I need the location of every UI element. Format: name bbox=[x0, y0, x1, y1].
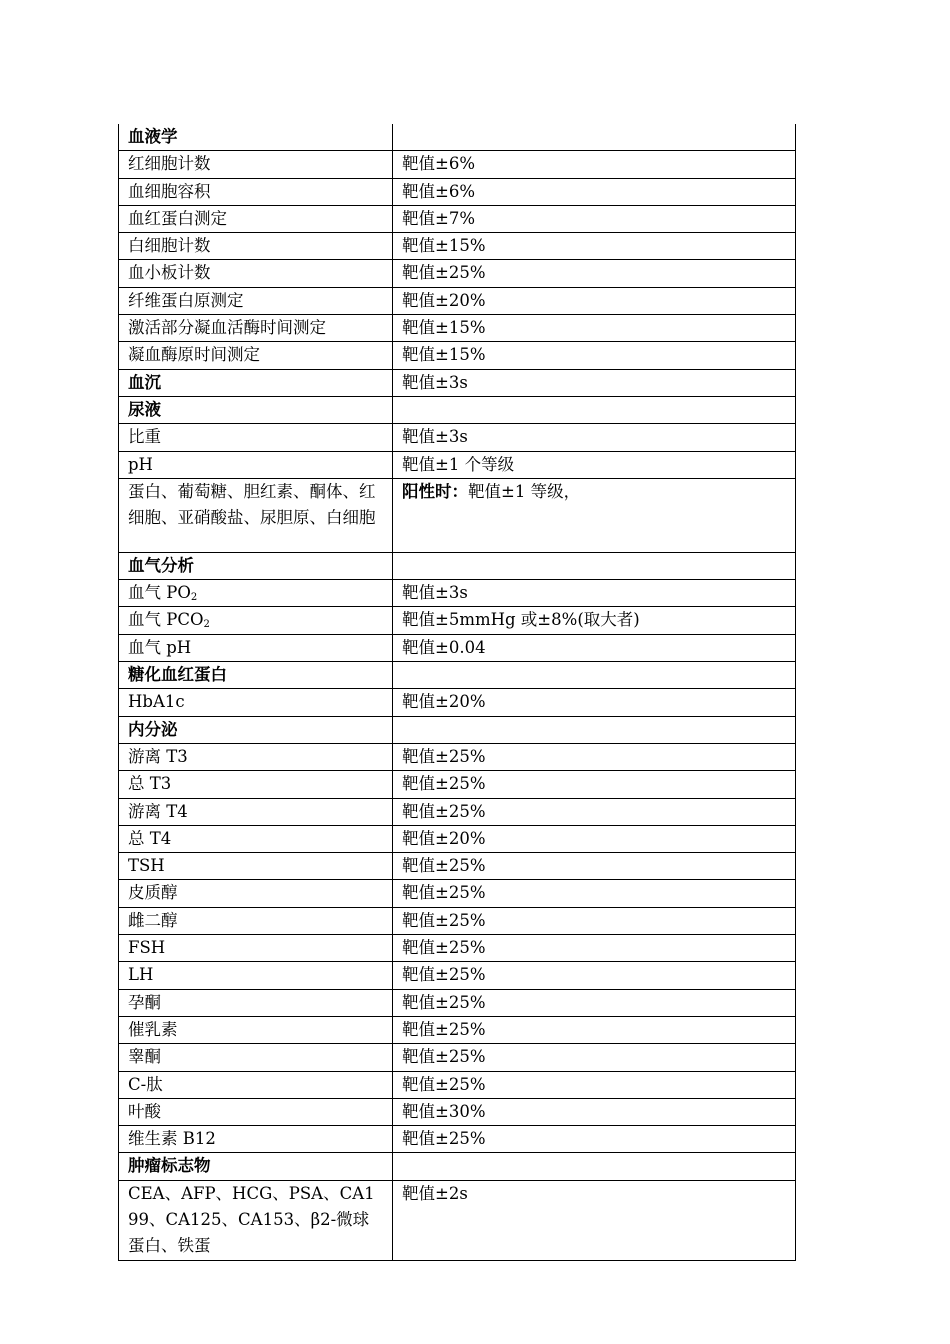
tolerance-cell bbox=[393, 151, 796, 178]
table-row bbox=[119, 825, 796, 852]
item-text: 催乳素 bbox=[128, 1019, 178, 1039]
section-row bbox=[119, 552, 796, 579]
item-text: 血液学 bbox=[128, 127, 178, 146]
section-title bbox=[119, 396, 393, 423]
section-title bbox=[119, 662, 393, 689]
item-cell bbox=[119, 907, 393, 934]
item-cell bbox=[119, 853, 393, 880]
tolerance-text: 靶值±20% bbox=[402, 692, 486, 712]
table-row bbox=[119, 607, 796, 634]
tolerance-cell bbox=[393, 1153, 796, 1180]
table-row bbox=[119, 287, 796, 314]
tolerance-text: 靶值±0.04 bbox=[402, 637, 486, 657]
tolerance-text: 靶值±15% bbox=[402, 236, 486, 256]
item-text: pH bbox=[128, 454, 153, 474]
item-text: 激活部分凝血活酶时间测定 bbox=[128, 318, 326, 338]
item-cell bbox=[119, 962, 393, 989]
item-cell bbox=[119, 1016, 393, 1043]
item-cell bbox=[119, 1180, 393, 1260]
table-row bbox=[119, 634, 796, 661]
table-row bbox=[119, 342, 796, 369]
tolerance-text: 靶值±25% bbox=[402, 1129, 486, 1149]
tolerance-cell bbox=[393, 1180, 796, 1260]
table-row bbox=[119, 478, 796, 552]
tolerance-cell bbox=[393, 771, 796, 798]
item-text: 凝血酶原时间测定 bbox=[128, 345, 260, 365]
tolerance-cell bbox=[393, 1126, 796, 1153]
table-row bbox=[119, 451, 796, 478]
tolerance-text: 靶值±25% bbox=[402, 263, 486, 283]
tolerance-cell bbox=[393, 424, 796, 451]
table-row bbox=[119, 853, 796, 880]
table-row bbox=[119, 1044, 796, 1071]
item-cell bbox=[119, 880, 393, 907]
item-subscript: 2 bbox=[203, 619, 210, 631]
item-text: 肿瘤标志物 bbox=[128, 1156, 211, 1176]
item-cell bbox=[119, 1044, 393, 1071]
tolerance-cell bbox=[393, 935, 796, 962]
tolerance-cell bbox=[393, 178, 796, 205]
tolerance-text: 靶值±30% bbox=[402, 1101, 486, 1121]
item-text: LH bbox=[128, 965, 154, 985]
tolerance-cell bbox=[393, 287, 796, 314]
tolerance-cell bbox=[393, 580, 796, 607]
tolerance-text: 靶值±15% bbox=[402, 318, 486, 338]
section-row bbox=[119, 662, 796, 689]
table-row bbox=[119, 1180, 796, 1260]
item-text: 血沉 bbox=[128, 372, 161, 392]
table-row bbox=[119, 424, 796, 451]
tolerance-cell bbox=[393, 451, 796, 478]
tolerance-text: 靶值±25% bbox=[402, 965, 486, 985]
item-cell bbox=[119, 451, 393, 478]
tolerance-text: 靶值±25% bbox=[402, 883, 486, 903]
item-cell bbox=[119, 798, 393, 825]
item-text: TSH bbox=[128, 856, 165, 876]
tolerance-cell bbox=[393, 716, 796, 743]
item-text: 游离 T4 bbox=[128, 801, 188, 821]
section-title bbox=[119, 552, 393, 579]
item-cell bbox=[119, 424, 393, 451]
tolerance-text: 靶值±6% bbox=[402, 181, 476, 201]
item-text: 维生素 B12 bbox=[128, 1129, 216, 1149]
item-cell bbox=[119, 771, 393, 798]
item-text: 雌二醇 bbox=[128, 910, 178, 930]
item-text: FSH bbox=[128, 938, 166, 958]
table-row bbox=[119, 989, 796, 1016]
section-title bbox=[119, 124, 393, 151]
tolerance-cell bbox=[393, 798, 796, 825]
tolerance-cell bbox=[393, 1071, 796, 1098]
item-text: HbA1c bbox=[128, 692, 185, 712]
tolerance-table bbox=[118, 124, 796, 1261]
section-title bbox=[119, 369, 393, 396]
item-text: 血小板计数 bbox=[128, 263, 211, 283]
item-text: 叶酸 bbox=[128, 1101, 161, 1121]
section-row bbox=[119, 1153, 796, 1180]
item-text: 比重 bbox=[128, 427, 161, 447]
tolerance-text: 靶值±25% bbox=[402, 774, 486, 794]
tolerance-cell bbox=[393, 853, 796, 880]
tolerance-cell bbox=[393, 342, 796, 369]
item-text: 血气 PO bbox=[128, 583, 191, 603]
tolerance-text: 靶值±25% bbox=[402, 856, 486, 876]
table-row bbox=[119, 1016, 796, 1043]
item-text: 血细胞容积 bbox=[128, 181, 211, 201]
tolerance-text: 靶值±25% bbox=[402, 938, 486, 958]
item-text: 总 T3 bbox=[128, 774, 172, 794]
tolerance-cell bbox=[393, 962, 796, 989]
tolerance-cell bbox=[393, 880, 796, 907]
item-cell bbox=[119, 825, 393, 852]
tolerance-cell bbox=[393, 396, 796, 423]
tolerance-text: 靶值±3s bbox=[402, 372, 468, 392]
item-text: 孕酮 bbox=[128, 992, 161, 1012]
tolerance-cell bbox=[393, 607, 796, 634]
table-row bbox=[119, 880, 796, 907]
item-text: CEA、AFP、HCG、PSA、CA199、CA125、CA153、β2-微球蛋白、铁蛋 bbox=[128, 1183, 375, 1256]
table-row bbox=[119, 935, 796, 962]
item-text: 血红蛋白测定 bbox=[128, 208, 227, 228]
item-subscript: 2 bbox=[190, 592, 198, 604]
tolerance-text: 靶值±25% bbox=[402, 746, 486, 766]
item-text: 血气 pH bbox=[128, 637, 192, 657]
tolerance-cell bbox=[393, 1098, 796, 1125]
tolerance-text: 靶值±25% bbox=[402, 992, 486, 1012]
table-row bbox=[119, 260, 796, 287]
item-cell bbox=[119, 743, 393, 770]
item-text: 血气分析 bbox=[128, 555, 194, 575]
section-row bbox=[119, 369, 796, 396]
item-cell bbox=[119, 1126, 393, 1153]
section-row bbox=[119, 396, 796, 423]
tolerance-cell bbox=[393, 634, 796, 661]
tolerance-text: 靶值±2s bbox=[402, 1183, 468, 1203]
item-cell bbox=[119, 178, 393, 205]
table-body bbox=[119, 124, 796, 1260]
tolerance-cell bbox=[393, 1044, 796, 1071]
item-cell bbox=[119, 607, 393, 634]
table-row bbox=[119, 771, 796, 798]
tolerance-text: 靶值±25% bbox=[402, 1074, 486, 1094]
tolerance-text: 靶值±20% bbox=[402, 290, 486, 310]
tolerance-text: 靶值±3s bbox=[402, 427, 468, 447]
item-text: 糖化血红蛋白 bbox=[128, 665, 227, 685]
item-cell bbox=[119, 315, 393, 342]
table-row bbox=[119, 1126, 796, 1153]
table-row bbox=[119, 1098, 796, 1125]
table-row bbox=[119, 1071, 796, 1098]
item-cell bbox=[119, 1071, 393, 1098]
item-cell bbox=[119, 935, 393, 962]
tolerance-text: 靶值±3s bbox=[402, 583, 468, 603]
item-text: 红细胞计数 bbox=[128, 154, 211, 174]
item-text: 游离 T3 bbox=[128, 746, 188, 766]
tolerance-cell bbox=[393, 825, 796, 852]
section-row bbox=[119, 716, 796, 743]
tolerance-text: 靶值±15% bbox=[402, 345, 486, 365]
tolerance-text: 靶值±25% bbox=[402, 1047, 486, 1067]
table-row bbox=[119, 151, 796, 178]
tolerance-cell bbox=[393, 662, 796, 689]
tolerance-cell bbox=[393, 743, 796, 770]
item-cell bbox=[119, 634, 393, 661]
tolerance-text: 靶值±25% bbox=[402, 801, 486, 821]
item-text: 蛋白、葡萄糖、胆红素、酮体、红细胞、亚硝酸盐、尿胆原、白细胞 bbox=[128, 481, 376, 528]
item-text: 睾酮 bbox=[128, 1047, 161, 1067]
tolerance-cell bbox=[393, 989, 796, 1016]
item-text: 血气 PCO bbox=[128, 610, 204, 630]
table-row bbox=[119, 233, 796, 260]
item-cell bbox=[119, 580, 393, 607]
item-text: 总 T4 bbox=[128, 828, 172, 848]
tolerance-prefix: 阳性时： bbox=[402, 481, 468, 501]
item-cell bbox=[119, 342, 393, 369]
section-row bbox=[119, 124, 796, 151]
tolerance-text: 靶值±1 个等级 bbox=[402, 454, 515, 474]
item-text: C-肽 bbox=[128, 1074, 163, 1094]
table-row bbox=[119, 907, 796, 934]
item-text: 尿液 bbox=[128, 399, 161, 419]
tolerance-text: 靶值±1 等级， bbox=[468, 481, 581, 501]
item-cell bbox=[119, 151, 393, 178]
table-row bbox=[119, 689, 796, 716]
tolerance-cell bbox=[393, 552, 796, 579]
tolerance-text: 靶值±6% bbox=[402, 154, 476, 174]
item-text: 纤维蛋白原测定 bbox=[128, 290, 244, 310]
table-row bbox=[119, 178, 796, 205]
table-row bbox=[119, 315, 796, 342]
tolerance-cell bbox=[393, 205, 796, 232]
table-row bbox=[119, 580, 796, 607]
tolerance-text: 靶值±5mmHg 或±8%(取大者) bbox=[402, 610, 640, 630]
section-title bbox=[119, 716, 393, 743]
tolerance-cell bbox=[393, 124, 796, 151]
item-text: 白细胞计数 bbox=[128, 236, 211, 256]
tolerance-text: 靶值±7% bbox=[402, 208, 476, 228]
table-row bbox=[119, 743, 796, 770]
item-cell bbox=[119, 287, 393, 314]
tolerance-cell bbox=[393, 315, 796, 342]
item-cell bbox=[119, 989, 393, 1016]
tolerance-cell bbox=[393, 478, 796, 552]
item-text: 内分泌 bbox=[128, 719, 178, 739]
item-cell bbox=[119, 689, 393, 716]
table-row bbox=[119, 962, 796, 989]
tolerance-cell bbox=[393, 1016, 796, 1043]
tolerance-cell bbox=[393, 369, 796, 396]
tolerance-text: 靶值±25% bbox=[402, 910, 486, 930]
table-row bbox=[119, 798, 796, 825]
tolerance-text: 靶值±20% bbox=[402, 828, 486, 848]
item-cell bbox=[119, 260, 393, 287]
tolerance-cell bbox=[393, 260, 796, 287]
item-cell bbox=[119, 205, 393, 232]
tolerance-text: 靶值±25% bbox=[402, 1019, 486, 1039]
item-text: 皮质醇 bbox=[128, 883, 178, 903]
tolerance-cell bbox=[393, 689, 796, 716]
item-cell bbox=[119, 478, 393, 552]
item-cell bbox=[119, 233, 393, 260]
item-cell bbox=[119, 1098, 393, 1125]
table-row bbox=[119, 205, 796, 232]
tolerance-cell bbox=[393, 233, 796, 260]
section-title bbox=[119, 1153, 393, 1180]
tolerance-cell bbox=[393, 907, 796, 934]
